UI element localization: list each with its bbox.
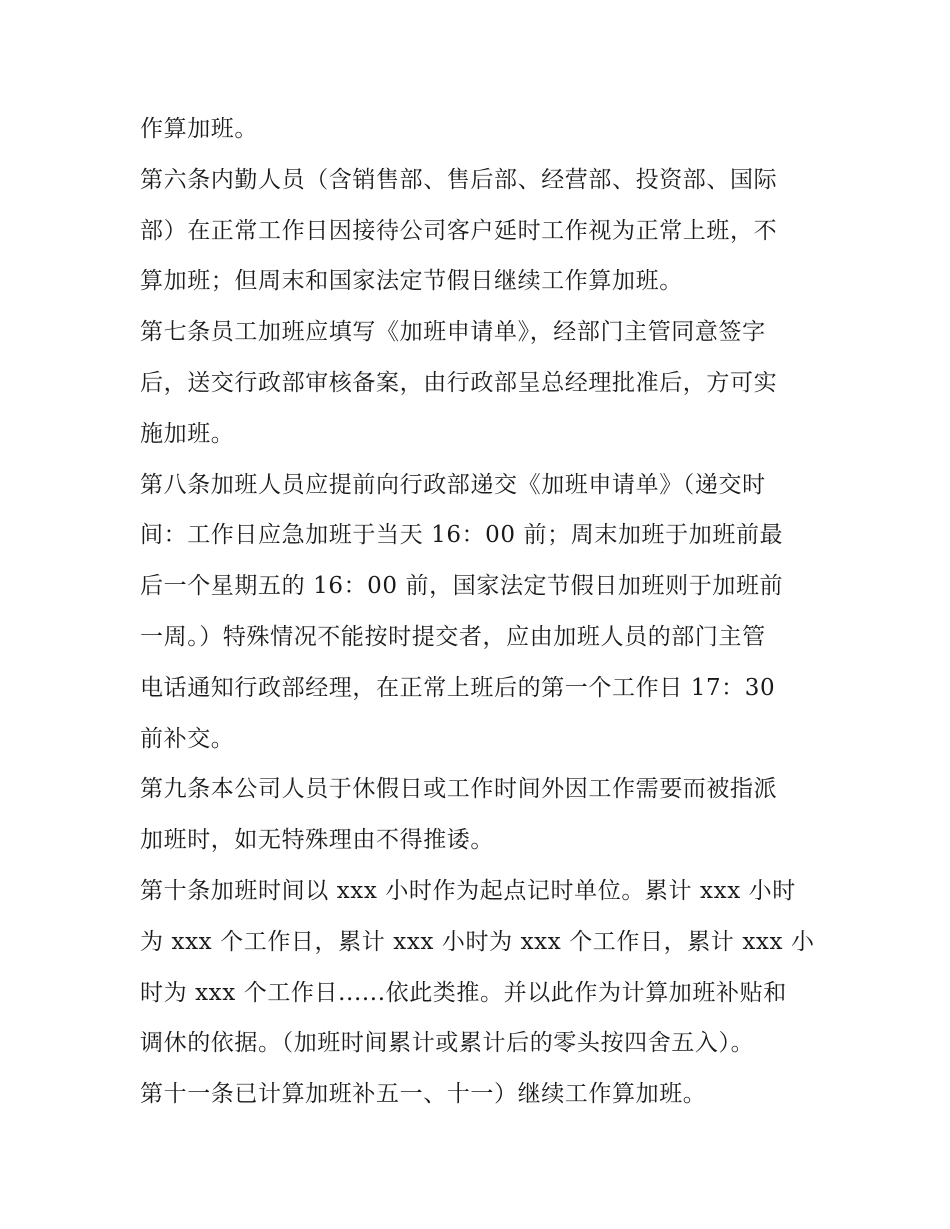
text-line: 电话通知行政部经理，在正常上班后的第一个工作日 17：30	[140, 674, 776, 701]
text-line: 第六条内勤人员（含销售部、售后部、经营部、投资部、国际	[140, 166, 778, 193]
text-line: 后一个星期五的 16：00 前，国家法定节假日加班则于加班前	[140, 573, 784, 600]
document-body	[140, 104, 820, 1120]
text-line: 第九条本公司人员于休假日或工作时间外因工作需要而被指派	[140, 776, 778, 803]
text-line: 调休的依据。（加班时间累计或累计后的零头按四舍五入）。	[140, 1030, 755, 1057]
text-line: 一周。）特殊情况不能按时提交者，应由加班人员的部门主管	[140, 623, 766, 650]
text-line: 前补交。	[140, 725, 235, 752]
text-line: 时为 xxx 个工作日......依此类推。并以此作为计算加班补贴和	[140, 979, 787, 1006]
text-line: 间：工作日应急加班于当天 16：00 前；周末加班于加班前最	[140, 522, 784, 549]
text-line: 施加班。	[140, 420, 235, 447]
text-line: 第七条员工加班应填写《加班申请单》，经部门主管同意签字	[140, 319, 766, 346]
text-line: 加班时，如无特殊理由不得推诿。	[140, 827, 494, 854]
text-line: 部）在正常工作日因接待公司客户延时工作视为正常上班，不	[140, 217, 778, 244]
text-line: 作算加班。	[140, 116, 258, 142]
text-line: 为 xxx 个工作日，累计 xxx 小时为 xxx 个工作日，累计 xxx 小	[140, 928, 815, 955]
text-line: 第八条加班人员应提前向行政部递交《加班申请单》（递交时	[140, 471, 766, 498]
text-line: 第十一条已计算加班补五一、十一）继续工作算加班。	[140, 1081, 707, 1108]
text-line: 算加班；但周末和国家法定节假日继续工作算加班。	[140, 268, 683, 295]
text-line: 后，送交行政部审核备案，由行政部呈总经理批准后，方可实	[140, 369, 778, 396]
text-line: 第十条加班时间以 xxx 小时作为起点记时单位。累计 xxx 小时	[140, 877, 796, 904]
